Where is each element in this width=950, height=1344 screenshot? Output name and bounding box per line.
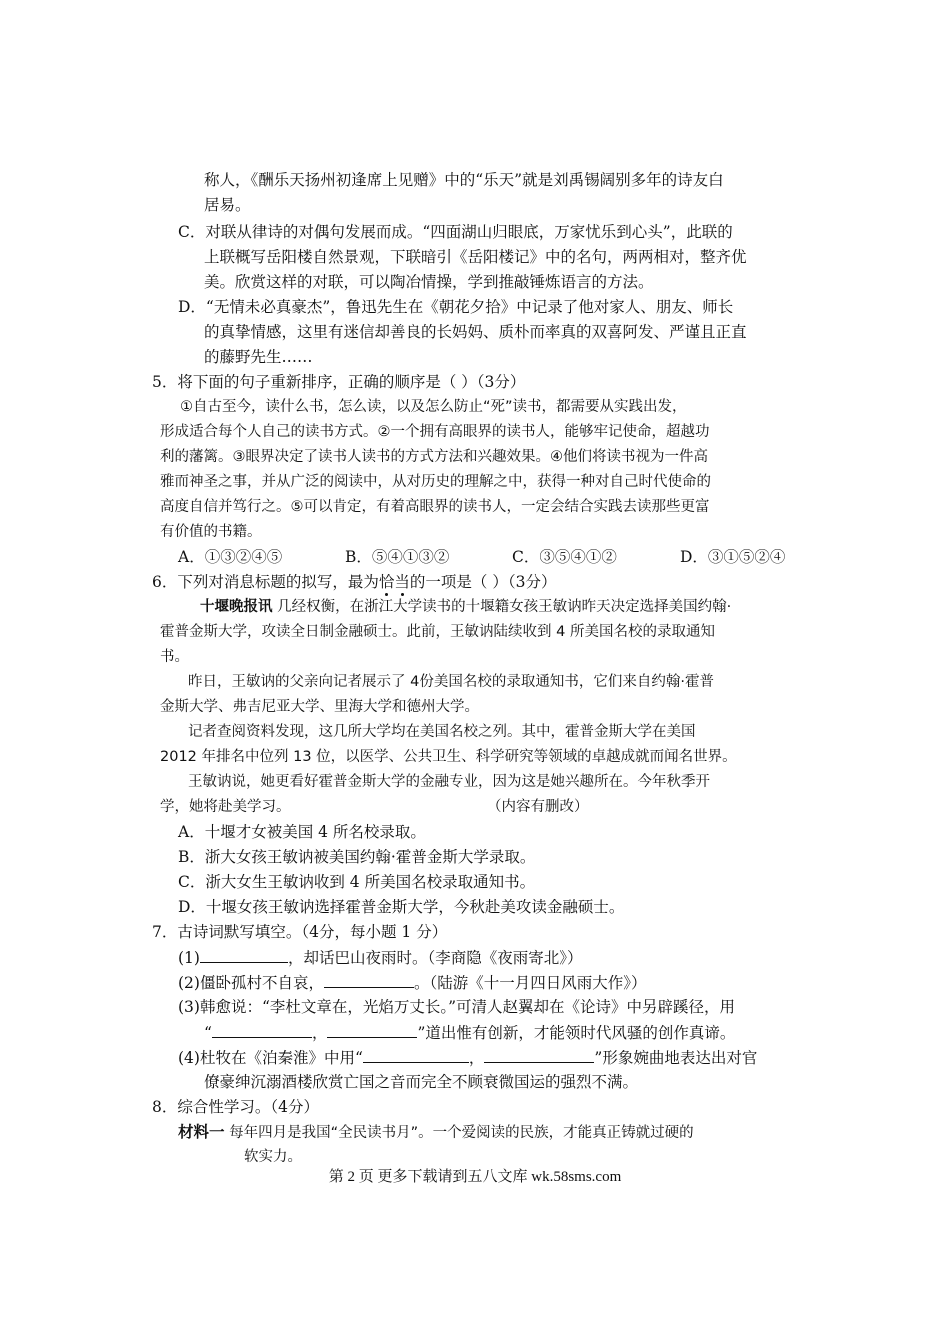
q5-passage-line3: 利的藩篱。③眼界决定了读书人读书的方式方法和兴趣效果。④他们将读书视为一件高 xyxy=(160,449,708,465)
q7-item1 xyxy=(178,947,582,968)
q6-news-line5: 金斯大学、弗吉尼亚大学、里海大学和德州大学。 xyxy=(160,699,479,715)
q7-item3-blank2[interactable] xyxy=(327,1022,417,1038)
q5-option-a: A．①③②④⑤ xyxy=(178,548,283,566)
q6-stem-emphasis-1: 恰 xyxy=(378,573,395,591)
q5-passage-line6: 有价值的书籍。 xyxy=(160,524,262,540)
q5-option-c: C．③⑤④①② xyxy=(512,548,617,566)
q6-stem xyxy=(152,572,556,592)
q4-option-c-line3: 美。欣赏这样的对联，可以陶冶情操，学到推敲锤炼语言的方法。 xyxy=(204,273,654,291)
q7-item2 xyxy=(178,972,646,993)
q6-option-a: A．十堰才女被美国 4 所名校录取。 xyxy=(178,823,426,841)
q4-option-c-line2: 上联概写岳阳楼自然景观，下联暗引《岳阳楼记》中的名句，两两相对，整齐优 xyxy=(204,248,747,266)
page-footer: 第 2 页 更多下载请到五八文库 wk.58sms.com xyxy=(328,1169,622,1185)
q6-news-line9: 学，她将赴美学习。 xyxy=(160,799,291,815)
q6-stem-pre: 6．下列对消息标题的拟写，最为 xyxy=(152,573,379,591)
q4-option-d-line1: D．“无情未必真豪杰”，鲁迅先生在《朝花夕拾》中记录了他对家人、朋友、师长 xyxy=(178,298,734,316)
q4-option-c-line1: C．对联从律诗的对偶句发展而成。“四面湖山归眼底，万家忧乐到心头”，此联的 xyxy=(178,223,733,241)
q5-passage-line1: ①自古至今，读什么书，怎么读，以及怎么防止“死”读书，都需要从实践出发， xyxy=(180,399,687,415)
q4-option-d-line3: 的藤野先生…… xyxy=(204,348,313,366)
q4-option-b-line1: 称人，《酬乐天扬州初逢席上见赠》中的“乐天”就是刘禹锡阔别多年的诗友白 xyxy=(204,171,724,189)
q7-item1-pre: (1) xyxy=(178,949,200,967)
q6-news-note: （内容有删改） xyxy=(487,799,589,815)
q7-item3-quote-open: “ xyxy=(204,1024,212,1042)
q5-option-b: B．⑤④①③② xyxy=(345,548,450,566)
q7-item3-comma: ， xyxy=(311,1024,328,1042)
q7-item3-line1: (3)韩愈说：“李杜文章在，光焰万丈长。”可清人赵翼却在《论诗》中另辟蹊径，用 xyxy=(178,998,736,1016)
q6-news-lead: 十堰晚报讯 xyxy=(200,599,273,615)
q5-stem: 5．将下面的句子重新排序，正确的顺序是（ ）（3分） xyxy=(152,373,526,391)
q6-news-line4: 昨日，王敏讷的父亲向记者展示了 4份美国名校的录取通知书，它们来自约翰·霍普 xyxy=(188,674,714,690)
q5-passage-line2: 形成适合每个人自己的读书方式。②一个拥有高眼界的读书人，能够牢记使命，超越功 xyxy=(160,424,710,440)
q5-passage-line4: 雅而神圣之事，并从广泛的阅读中，从对历史的理解之中，获得一种对自己时代使命的 xyxy=(160,474,711,490)
q7-item2-blank[interactable] xyxy=(324,972,414,988)
q4-option-b-line2: 居易。 xyxy=(204,196,251,214)
q7-item4-post: ”形象婉曲地表达出对官 xyxy=(594,1049,758,1067)
q7-item4-line1 xyxy=(178,1047,757,1068)
q7-stem: 7．古诗词默写填空。（4分，每小题 1 分） xyxy=(152,923,448,941)
q7-item3-line2 xyxy=(204,1022,735,1043)
q6-option-d: D．十堰女孩王敏讷选择霍普金斯大学，今秋赴美攻读金融硕士。 xyxy=(178,898,625,916)
q8-material1-line2: 软实力。 xyxy=(244,1149,302,1165)
q6-news-line6: 记者查阅资料发现，这几所大学均在美国名校之列。其中，霍普金斯大学在美国 xyxy=(188,724,696,740)
q6-option-c: C．浙大女生王敏讷收到 4 所美国名校录取通知书。 xyxy=(178,873,536,891)
q7-item3-blank1[interactable] xyxy=(212,1022,312,1038)
q7-item2-post: 。（陆游《十一月四日风雨大作》） xyxy=(413,974,647,992)
q7-item4-blank2[interactable] xyxy=(484,1047,594,1063)
q8-material1 xyxy=(178,1122,694,1143)
q7-item4-blank1[interactable] xyxy=(363,1047,469,1063)
q7-item1-blank[interactable] xyxy=(200,947,288,963)
q7-item4-comma: ， xyxy=(468,1049,485,1067)
q6-news-line7: 2012 年排名中位列 13 位，以医学、公共卫生、科学研究等领域的卓越成就而闻名世界。 xyxy=(160,749,737,765)
q6-news-line8: 王敏讷说，她更看好霍普金斯大学的金融专业，因为这是她兴趣所在。今年秋季开 xyxy=(188,774,710,790)
q6-stem-post: 的一项是（ ）（3分） xyxy=(409,573,557,591)
q8-material1-label: 材料一 xyxy=(178,1122,225,1141)
q5-option-d: D．③①⑤②④ xyxy=(680,548,786,566)
q6-news-line3: 书。 xyxy=(160,649,189,665)
q6-news-line2: 霍普金斯大学，攻读全日制金融硕士。此前，王敏讷陆续收到 4 所美国名校的录取通知 xyxy=(160,624,715,640)
q6-stem-emphasis-2: 当 xyxy=(394,573,410,591)
q7-item2-pre: (2)僵卧孤村不自哀， xyxy=(178,974,324,992)
q6-news-line1-text: 几经权衡，在浙江大学读书的十堰籍女孩王敏讷昨天决定选择美国约翰· xyxy=(272,599,732,615)
q5-passage-line5: 高度自信并笃行之。⑤可以肯定，有着高眼界的读书人，一定会结合实践去读那些更富 xyxy=(160,499,710,515)
q4-option-d-line2: 的真挚情感，这里有迷信却善良的长妈妈、质朴而率真的双喜阿发、严谨且正直 xyxy=(204,323,747,341)
q8-stem: 8．综合性学习。（4分） xyxy=(152,1098,319,1116)
q7-item3-post: ”道出惟有创新，才能领时代风骚的创作真谛。 xyxy=(417,1024,736,1042)
q8-material1-text: 每年四月是我国“全民读书月”。一个爱阅读的民族，才能真正铸就过硬的 xyxy=(224,1125,694,1141)
q6-news-line1 xyxy=(200,597,731,617)
q7-item4-line2: 僚豪绅沉溺酒楼欣赏亡国之音而完全不顾衰微国运的强烈不满。 xyxy=(204,1073,639,1091)
q7-item1-post: ，却话巴山夜雨时。（李商隐《夜雨寄北》） xyxy=(287,949,583,967)
q6-option-b: B．浙大女孩王敏讷被美国约翰·霍普金斯大学录取。 xyxy=(178,848,536,866)
q7-item4-pre: (4)杜牧在《泊秦淮》中用“ xyxy=(178,1049,363,1067)
